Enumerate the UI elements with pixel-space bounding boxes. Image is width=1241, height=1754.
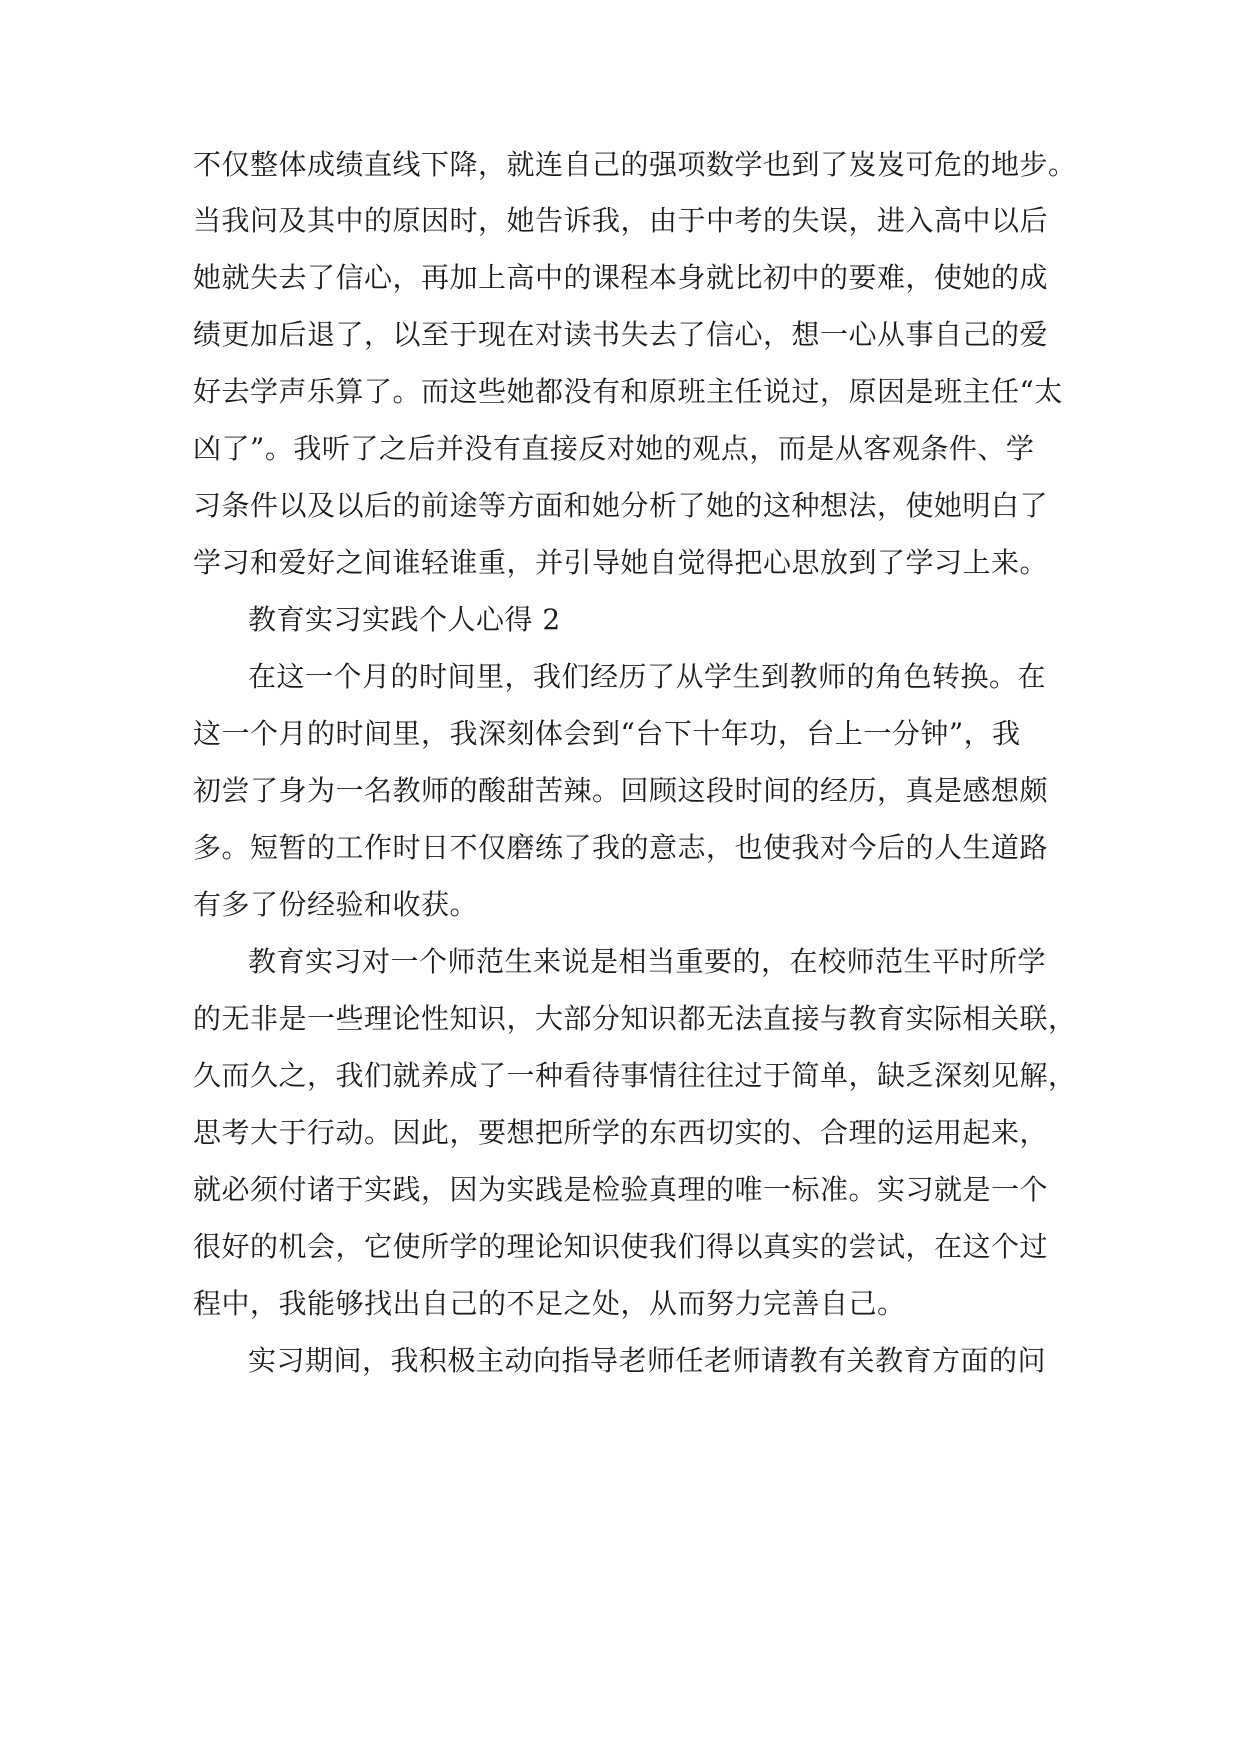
paragraph-line: 她就失去了信心，再加上高中的课程本身就比初中的要难，使她的成 <box>193 261 1049 294</box>
section-heading: 教育实习实践个人心得 2 <box>248 603 561 636</box>
paragraph-line: 多。短暂的工作时日不仅磨练了我的意志，也使我对今后的人生道路 <box>193 831 1049 864</box>
paragraph-line: 这一个月的时间里，我深刻体会到“台下十年功，台上一分钟”，我 <box>193 717 1021 750</box>
paragraph-line: 教育实习对一个师范生来说是相当重要的，在校师范生平时所学 <box>248 945 1047 978</box>
paragraph-line: 就必须付诸于实践，因为实践是检验真理的唯一标准。实习就是一个 <box>193 1173 1049 1206</box>
paragraph-line: 学习和爱好之间谁轻谁重，并引导她自觉得把心思放到了学习上来。 <box>193 546 1049 579</box>
paragraph-line: 有多了份经验和收获。 <box>193 888 479 921</box>
paragraph-line: 程中，我能够找出自己的不足之处，从而努力完善自己。 <box>193 1287 906 1320</box>
paragraph-line: 很好的机会，它使所学的理论知识使我们得以真实的尝试，在这个过 <box>193 1230 1049 1263</box>
paragraph-line: 久而久之，我们就养成了一种看待事情往往过于简单，缺乏深刻见解， <box>193 1059 1077 1092</box>
paragraph-line: 好去学声乐算了。而这些她都没有和原班主任说过，原因是班主任“太 <box>193 375 1063 408</box>
paragraph-line: 思考大于行动。因此，要想把所学的东西切实的、合理的运用起来， <box>193 1116 1049 1149</box>
paragraph-line: 的无非是一些理论性知识，大部分知识都无法直接与教育实际相关联， <box>193 1002 1077 1035</box>
paragraph-line: 初尝了身为一名教师的酸甜苦辣。回顾这段时间的经历，真是感想颇 <box>193 774 1049 807</box>
paragraph-line: 当我问及其中的原因时，她告诉我，由于中考的失误，进入高中以后 <box>193 204 1049 237</box>
paragraph-line: 绩更加后退了，以至于现在对读书失去了信心，想一心从事自己的爱 <box>193 318 1049 351</box>
paragraph-line: 凶了”。我听了之后并没有直接反对她的观点，而是从客观条件、学 <box>193 432 1035 465</box>
paragraph-line: 实习期间，我积极主动向指导老师任老师请教有关教育方面的问 <box>248 1344 1047 1377</box>
paragraph-line: 习条件以及以后的前途等方面和她分析了她的这种想法，使她明白了 <box>193 489 1049 522</box>
paragraph-line: 在这一个月的时间里，我们经历了从学生到教师的角色转换。在 <box>248 660 1047 693</box>
paragraph-line: 不仅整体成绩直线下降，就连自己的强项数学也到了岌岌可危的地步。 <box>193 148 1077 181</box>
